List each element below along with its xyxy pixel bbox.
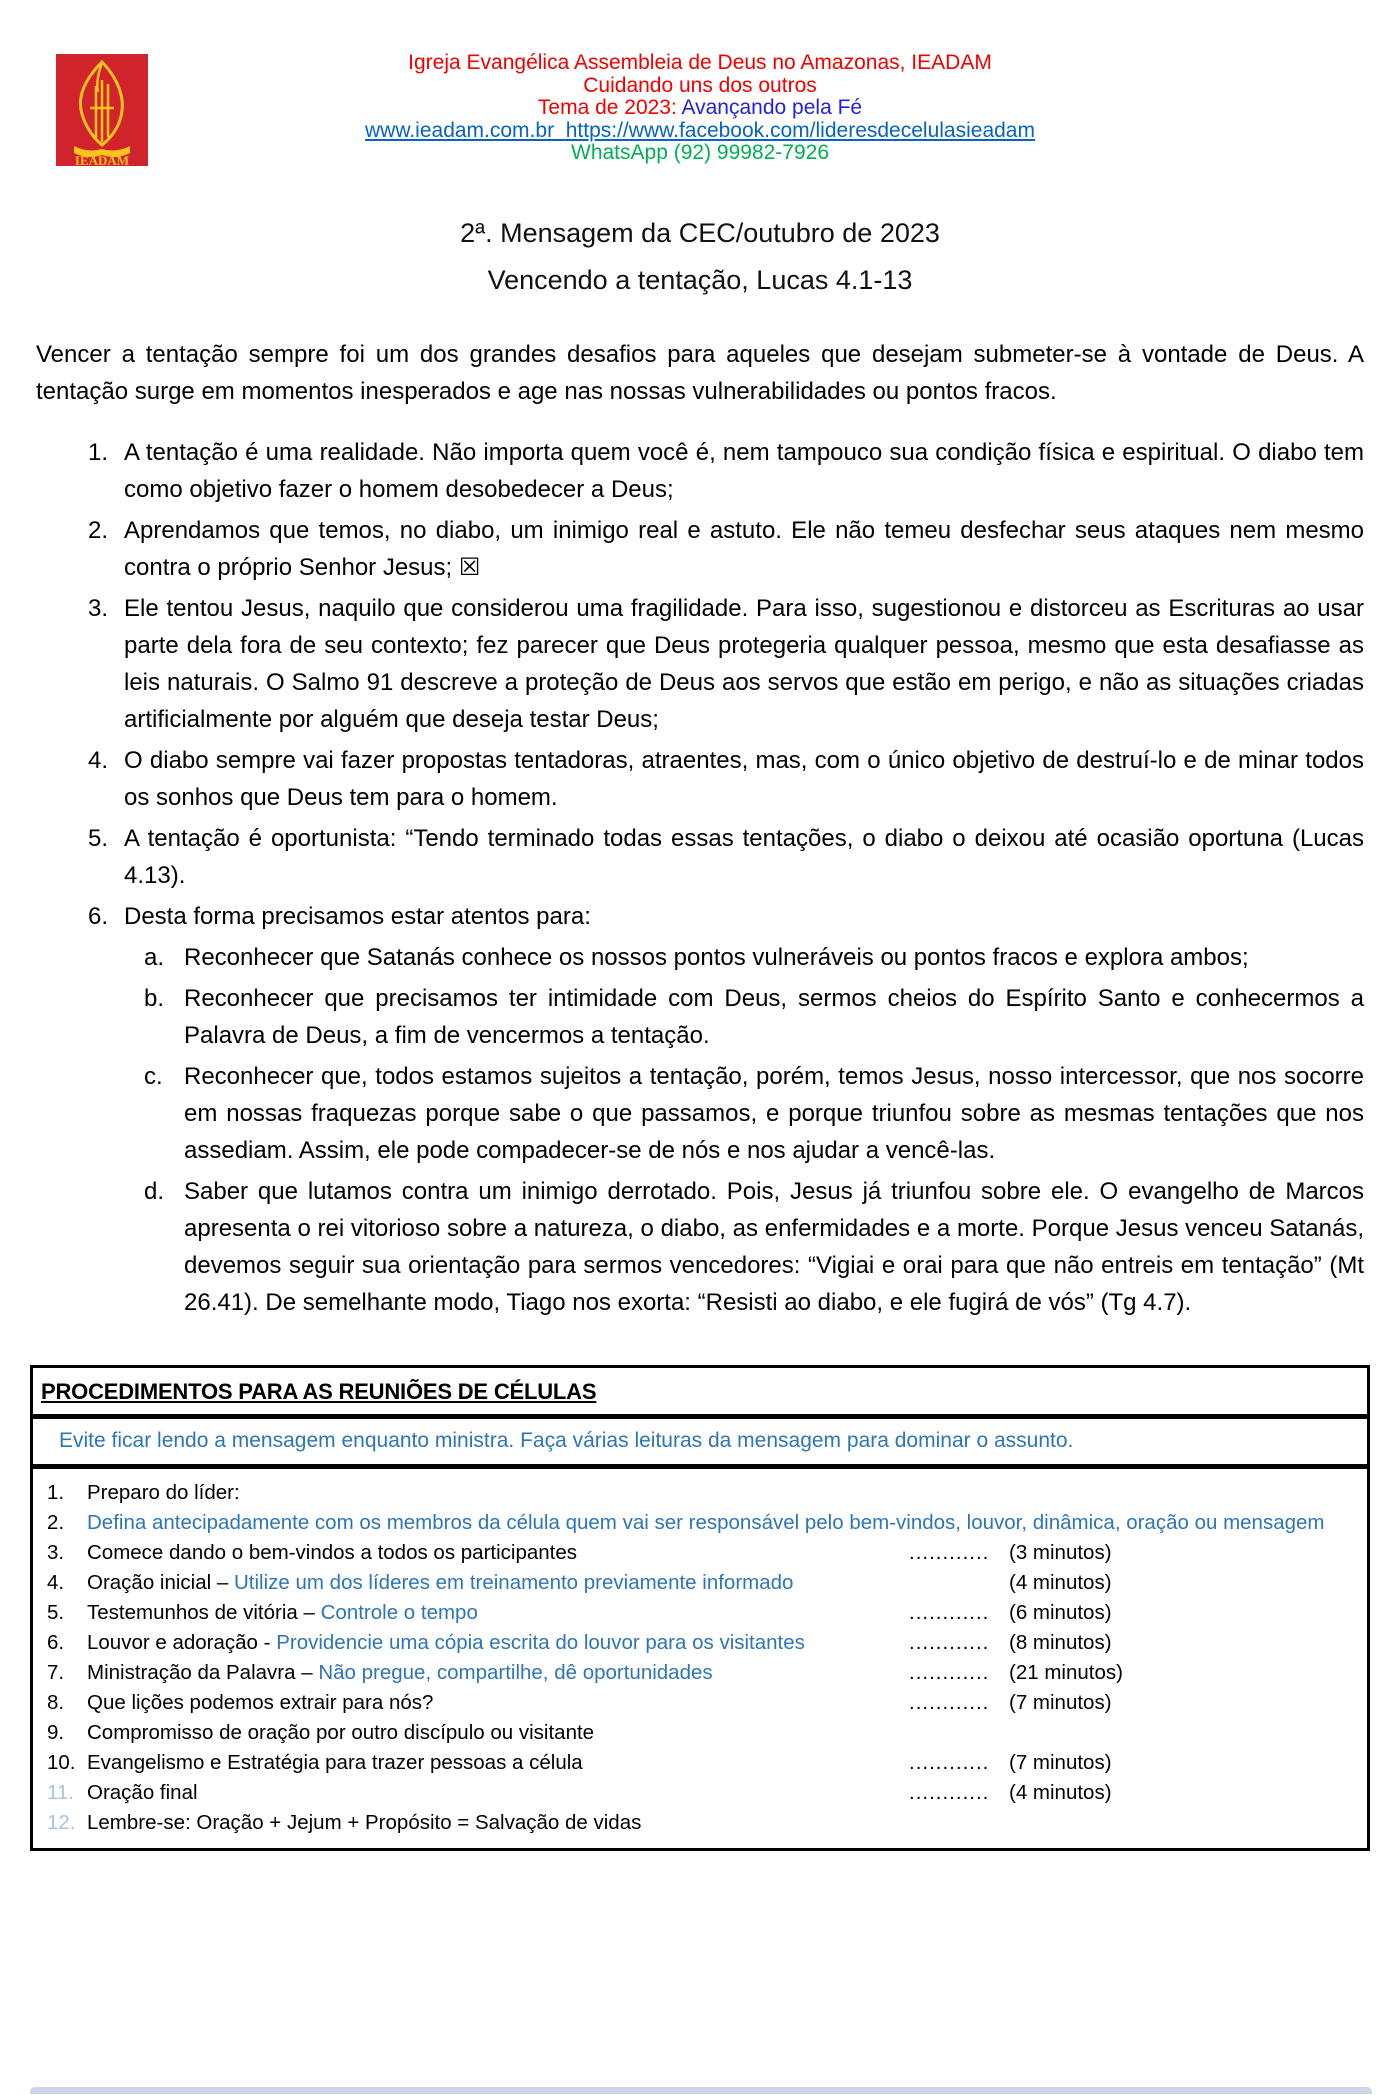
message-title: 2ª. Mensagem da CEC/outubro de 2023: [460, 218, 940, 248]
list-item: [36, 590, 1364, 738]
row-text: [87, 1778, 909, 1808]
row-text: [87, 1538, 909, 1568]
theme-value: Avançando pela Fé: [676, 96, 863, 119]
procedure-row: [43, 1688, 1359, 1718]
row-number: 4.: [47, 1571, 65, 1594]
ieadam-logo: [56, 54, 148, 171]
row-text-black: Testemunhos de vitória –: [87, 1601, 321, 1624]
item-letter: c.: [144, 1063, 163, 1090]
leader-dots: ............: [909, 1691, 990, 1714]
row-spacer: [1174, 1628, 1359, 1658]
next-textbox-edge: [30, 2087, 1372, 2094]
item-number: 2.: [88, 517, 109, 544]
sub-list-item: [124, 939, 1364, 976]
theme-line: [36, 97, 1364, 120]
procedure-row: [43, 1478, 1359, 1508]
item-text: Reconhecer que Satanás conhece os nossos pontos vulneráveis ou pontos fracos e explora ambos;: [184, 944, 1249, 971]
item-number: 3.: [88, 595, 109, 622]
row-number: 7.: [47, 1661, 65, 1684]
procedures-note: Evite ficar lendo a mensagem enquanto ministra. Faça várias leituras da mensagem para dominar o assunto.: [33, 1419, 1367, 1469]
row-spacer: [1174, 1658, 1359, 1688]
row-text: [87, 1808, 1359, 1838]
row-text-black: Oração inicial –: [87, 1571, 234, 1594]
procedures-box: [30, 1365, 1370, 1851]
procedures-list: [33, 1469, 1367, 1848]
item-letter: a.: [144, 944, 165, 971]
row-time: (7 minutos): [1009, 1691, 1112, 1714]
row-text: [87, 1658, 909, 1688]
item-text: O diabo sempre vai fazer propostas tentadoras, atraentes, mas, com o único objetivo de destruí-lo e de minar todos os sonhos que Deus tem para o homem.: [124, 747, 1364, 811]
leader-dots: ............: [909, 1781, 990, 1804]
list-item: [36, 742, 1364, 816]
leader-dots: ............: [909, 1601, 990, 1624]
row-text-blue: Não pregue, compartilhe, dê oportunidades: [318, 1661, 713, 1684]
row-number: 12.: [47, 1811, 76, 1834]
row-text: [87, 1508, 1359, 1538]
church-flame-icon: [56, 54, 148, 166]
row-number: 5.: [47, 1601, 65, 1624]
row-time: (21 minutos): [1009, 1661, 1123, 1684]
procedure-row: [43, 1778, 1359, 1808]
row-text-black: Evangelismo e Estratégia para trazer pessoas a célula: [87, 1751, 583, 1774]
item-text-lead: Desta forma precisamos estar atentos para:: [124, 903, 591, 930]
procedures-title: PROCEDIMENTOS PARA AS REUNIÕES DE CÉLULAS: [33, 1368, 1367, 1419]
row-text-blue: Utilize um dos líderes em treinamento previamente informado: [233, 1571, 794, 1594]
row-number: 11.: [47, 1781, 74, 1804]
row-number: 2.: [47, 1511, 65, 1534]
row-number: 10.: [47, 1751, 76, 1774]
list-item: [36, 434, 1364, 508]
item-text: Reconhecer que precisamos ter intimidade com Deus, sermos cheios do Espírito Santo e conhecermos a Palavra de Deus, a fim de vencermos a tentação.: [184, 985, 1364, 1049]
procedure-row: [43, 1718, 1359, 1748]
procedure-row: [43, 1808, 1359, 1838]
row-text-black: Compromisso de oração por outro discípulo ou visitante: [87, 1721, 595, 1744]
item-text: [124, 898, 1364, 1325]
whatsapp-line: WhatsApp (92) 99982-7926: [571, 141, 829, 164]
row-spacer: [1174, 1538, 1359, 1568]
item-text: A tentação é uma realidade. Não importa quem você é, nem tampouco sua condição física e espiritual. O diabo tem como objetivo fazer o homem desobedecer a Deus;: [124, 439, 1364, 503]
row-text: [87, 1598, 909, 1628]
row-spacer: [1174, 1748, 1359, 1778]
procedure-row: [43, 1538, 1359, 1568]
sub-list-item: [124, 980, 1364, 1054]
row-text-black: Lembre-se: Oração + Jejum + Propósito = Salvação de vidas: [87, 1811, 642, 1834]
row-text-black: Ministração da Palavra –: [87, 1661, 319, 1684]
theme-label: Tema de 2023:: [537, 96, 677, 119]
row-number: 1.: [47, 1481, 65, 1504]
links-line: [36, 120, 1364, 143]
list-item: [36, 512, 1364, 586]
row-spacer: [1174, 1598, 1359, 1628]
row-text-blue: Defina antecipadamente com os membros da célula quem vai ser responsável pelo bem-vindos, louvor, dinâmica, oração ou mensagem: [87, 1511, 1325, 1534]
procedure-row: [43, 1628, 1359, 1658]
leader-dots: ............: [909, 1631, 990, 1654]
intro-paragraph: Vencer a tentação sempre foi um dos grandes desafios para aqueles que desejam submeter-se à vontade de Deus. A tentação surge em momentos inesperados e age nas nossas vulnerabilidades ou pontos fracos.: [36, 341, 1364, 405]
sub-list-item: [124, 1173, 1364, 1321]
item-number: 5.: [88, 825, 109, 852]
procedure-row: [43, 1658, 1359, 1688]
list-item: [36, 820, 1364, 894]
item-text: Saber que lutamos contra um inimigo derrotado. Pois, Jesus já triunfou sobre ele. O evangelho de Marcos apresenta o rei vitorioso sobre a natureza, o diabo, as enfermidades e a morte. Porque Jesus venceu Satanás, devemos seguir sua orientação para sermos vencedores: “Vigiai e orai para que não entreis em tentação” (Mt 26.41). De semelhante modo, Tiago nos exorta: “Resisti ao diabo, e ele fugirá de vós” (Tg 4.7).: [184, 1178, 1364, 1316]
church-motto: Cuidando uns dos outros: [583, 73, 817, 97]
row-time: (4 minutos): [1009, 1781, 1112, 1804]
item-number: 1.: [88, 439, 109, 466]
row-time: (7 minutos): [1009, 1751, 1112, 1774]
message-subtitle: Vencendo a tentação, Lucas 4.1-13: [487, 265, 913, 295]
church-name: Igreja Evangélica Assembleia de Deus no Amazonas, IEADAM: [408, 51, 992, 74]
procedure-row: [43, 1748, 1359, 1778]
logo-wordmark: IEADAM: [74, 153, 130, 166]
item-number: 6.: [88, 903, 109, 930]
row-text: [87, 1628, 909, 1658]
procedure-row: [43, 1568, 1359, 1598]
item-text: Reconhecer que, todos estamos sujeitos a tentação, porém, temos Jesus, nosso intercessor, que nos socorre em nossas fraquezas porque sabe o que passamos, e porque triunfou sobre as mesmas tentações que nos assediam. Assim, ele pode compadecer-se de nós e nos ajudar a vencê-las.: [184, 1063, 1364, 1164]
row-number: 9.: [47, 1721, 65, 1744]
procedure-row: [43, 1598, 1359, 1628]
item-text: Ele tentou Jesus, naquilo que considerou uma fragilidade. Para isso, sugestionou e distorceu as Escrituras ao usar parte dela fora de seu contexto; fez parecer que Deus protegeria qualquer pessoa, mesmo que esta desafiasse as leis naturais. O Salmo 91 descreve a proteção de Deus aos servos que estão em perigo, e não as situações criadas artificialmente por alguém que deseja testar Deus;: [124, 595, 1364, 733]
header-text-block: [36, 52, 1364, 165]
item-letter: d.: [144, 1178, 165, 1205]
row-spacer: [1174, 1778, 1359, 1808]
letterhead: [36, 52, 1364, 170]
message-title-block: [36, 210, 1364, 304]
row-text: [87, 1748, 909, 1778]
item-letter: b.: [144, 985, 165, 1012]
link-gap: [554, 119, 566, 142]
row-number: 6.: [47, 1631, 65, 1654]
row-text-black: Comece dando o bem-vindos a todos os participantes: [87, 1541, 578, 1564]
facebook-link[interactable]: https://www.facebook.com/lideresdecelulasieadam: [565, 118, 1035, 142]
row-time: (6 minutos): [1009, 1601, 1112, 1624]
leader-dots: ............: [909, 1661, 990, 1684]
row-text: [87, 1718, 1359, 1748]
item-text: Aprendamos que temos, no diabo, um inimigo real e astuto. Ele não temeu desfechar seus ataques nem mesmo contra o próprio Senhor Jesus; ☒: [124, 517, 1364, 581]
row-time: (4 minutos): [1009, 1571, 1112, 1594]
row-text: [87, 1568, 909, 1598]
row-spacer: [1174, 1568, 1359, 1598]
sub-list-item: [124, 1058, 1364, 1169]
sub-list: [124, 939, 1364, 1321]
row-time: (8 minutos): [1009, 1631, 1112, 1654]
item-text: A tentação é oportunista: “Tendo terminado todas essas tentações, o diabo o deixou até ocasião oportuna (Lucas 4.13).: [124, 825, 1364, 889]
leader-dots: ............: [909, 1751, 990, 1774]
row-text-black: Que lições podemos extrair para nós?: [87, 1691, 434, 1714]
row-text-black: Preparo do líder:: [87, 1481, 240, 1504]
main-list: [36, 434, 1364, 1325]
procedure-row: [43, 1508, 1359, 1538]
row-text-blue: Controle o tempo: [320, 1601, 478, 1624]
row-number: 8.: [47, 1691, 65, 1714]
row-text-black: Oração final: [87, 1781, 198, 1804]
leader-dots: ............: [909, 1541, 990, 1564]
website-link[interactable]: www.ieadam.com.br: [365, 118, 555, 142]
list-item: [36, 898, 1364, 1325]
row-text-blue: Providencie uma cópia escrita do louvor para os visitantes: [276, 1631, 805, 1654]
leader-dots: [909, 1568, 1009, 1598]
row-text: [87, 1478, 1359, 1508]
row-spacer: [1174, 1688, 1359, 1718]
row-text-black: Louvor e adoração -: [87, 1631, 277, 1654]
row-number: 3.: [47, 1541, 65, 1564]
row-time: (3 minutos): [1009, 1541, 1112, 1564]
item-number: 4.: [88, 747, 109, 774]
row-text: [87, 1688, 909, 1718]
